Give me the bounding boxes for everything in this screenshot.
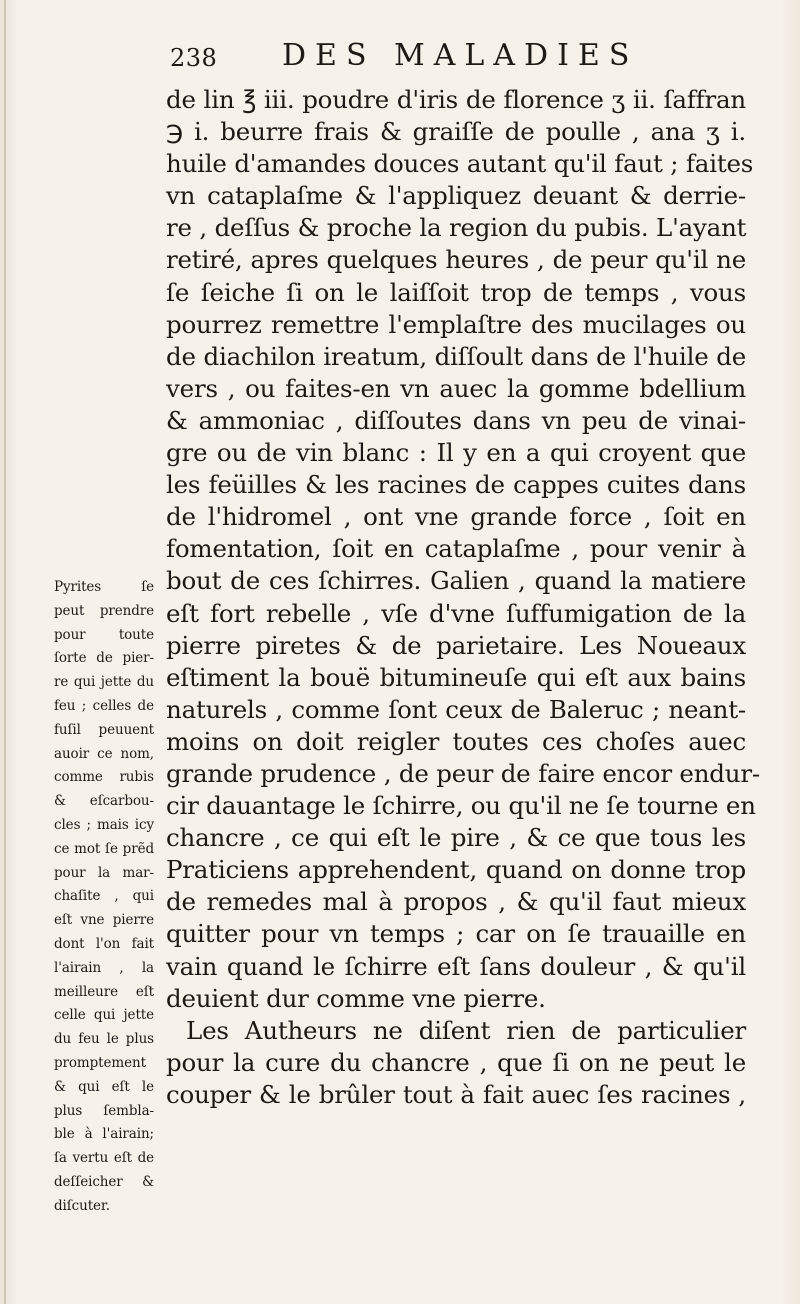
running-title: DES MALADIES xyxy=(282,38,639,73)
margin-note-line: & eſcarbou- xyxy=(54,793,154,810)
text-line: Les Autheurs ne diſent rien de particulier xyxy=(186,1015,746,1045)
text-line: de lin ℥ iii. poudre d'iris de florence ʒ ii. ſaffran xyxy=(166,85,746,114)
text-line: re , deſſus & proche la region du pubis. L'ayant xyxy=(166,213,747,243)
margin-note-line: re qui jette du xyxy=(54,674,154,691)
text-line: eſt fort rebelle , vſe d'vne ſuffumigation de la xyxy=(166,598,746,628)
text-line: pierre piretes & de parietaire. Les Noueaux xyxy=(166,630,746,660)
text-line: moins on doit reigler toutes ces choſes auec xyxy=(166,726,746,756)
margin-note-line: diſcuter. xyxy=(54,1197,110,1214)
text-line: huile d'amandes douces autant qu'il faut ; faites xyxy=(166,149,754,179)
text-line: fomentation, ſoit en cataplaſme , pour venir à xyxy=(166,534,746,564)
margin-note-line: celle qui jette xyxy=(54,1007,154,1024)
text-line: ſe ſeiche ſi on le laiſſoit trop de temps , vous xyxy=(166,277,746,307)
text-line: de l'hidromel , ont vne grande force , ſoit en xyxy=(166,502,746,532)
text-line: & ammoniac , diſſoutes dans vn peu de vinai- xyxy=(166,405,746,435)
text-line: eſtiment la bouë bitumineuſe qui eſt aux bains xyxy=(166,662,746,692)
page-header xyxy=(170,38,770,82)
text-line: vain quand le ſchirre eſt ſans douleur , & qu'il xyxy=(166,951,746,981)
text-line: cir dauantage le ſchirre, ou qu'il ne ſe tourne en xyxy=(166,791,756,821)
text-line: Praticiens apprehendent, quand on donne trop xyxy=(166,855,746,885)
text-line: chancre , ce qui eſt le pire , & ce que tous les xyxy=(166,823,746,853)
text-line: vers , ou faites-en vn auec la gomme bdellium xyxy=(166,373,746,403)
text-line: couper & le brûler tout à fait auec ſes racines , xyxy=(166,1079,746,1109)
margin-note-line: & qui eſt le xyxy=(54,1078,154,1095)
text-line: pourrez remettre l'emplaſtre des mucilages ou xyxy=(166,309,746,339)
margin-note-line: l'airain , la xyxy=(54,959,154,976)
margin-note-line: eſt vne pierre xyxy=(54,912,154,929)
page-edge xyxy=(4,0,6,1304)
margin-note-line: pour toute xyxy=(54,626,154,643)
text-line: de diachilon ireatum, diſſoult dans de l'huile de xyxy=(166,341,746,371)
margin-note-line: deſſeicher & xyxy=(54,1173,154,1190)
margin-note-line: meilleure eſt xyxy=(54,983,154,1000)
margin-note xyxy=(54,576,154,1219)
text-line: gre ou de vin blanc : Il y en a qui croyent que xyxy=(166,438,746,468)
margin-note-line: auoir ce nom, xyxy=(54,745,154,762)
margin-note-line: ble à l'airain; xyxy=(54,1126,154,1143)
text-line: pour la cure du chancre , que ſi on ne peut le xyxy=(166,1047,746,1077)
margin-note-line: Pyrites ſe xyxy=(54,579,154,595)
margin-note-line: promptement xyxy=(54,1054,146,1071)
text-line: grande prudence , de peur de faire encor endur- xyxy=(166,758,760,788)
margin-note-line: ſorte de pier- xyxy=(54,650,154,667)
margin-note-line: fuſil peuuent xyxy=(54,721,154,738)
text-line: de remedes mal à propos , & qu'il faut mieux xyxy=(166,887,746,917)
margin-note-line: peut prendre xyxy=(54,602,154,619)
margin-note-line: pour la mar- xyxy=(54,864,154,881)
margin-note-line: dont l'on fait xyxy=(54,935,154,952)
text-line: vn cataplaſme & l'appliquez deuant & derrie- xyxy=(166,181,746,211)
margin-note-line: ce mot ſe prẽd xyxy=(54,840,154,857)
text-line: les feüilles & les racines de cappes cuites dans xyxy=(166,470,746,500)
margin-note-line: cles ; mais icy xyxy=(54,816,154,833)
margin-note-line: chaſite , qui xyxy=(54,888,154,905)
main-text-block xyxy=(166,84,760,1111)
margin-note-line: plus ſembla- xyxy=(54,1102,154,1119)
text-line: naturels , comme ſont ceux de Baleruc ; neant- xyxy=(166,694,746,724)
text-line: bout de ces ſchirres. Galien , quand la matiere xyxy=(166,566,746,596)
margin-note-line: du feu le plus xyxy=(54,1031,154,1048)
page-number: 238 xyxy=(170,44,218,72)
text-line: ℈ i. beurre frais & graiſſe de poulle , ana ʒ i. xyxy=(166,117,746,147)
text-line: quitter pour vn temps ; car on ſe trauaille en xyxy=(166,919,746,949)
margin-note-line: ſa vertu eſt de xyxy=(54,1150,154,1167)
margin-note-line: feu ; celles de xyxy=(54,697,154,714)
text-line: deuient dur comme vne pierre. xyxy=(166,983,546,1013)
text-line: retiré, apres quelques heures , de peur qu'il ne xyxy=(166,245,746,275)
margin-note-line: comme rubis xyxy=(54,769,154,786)
